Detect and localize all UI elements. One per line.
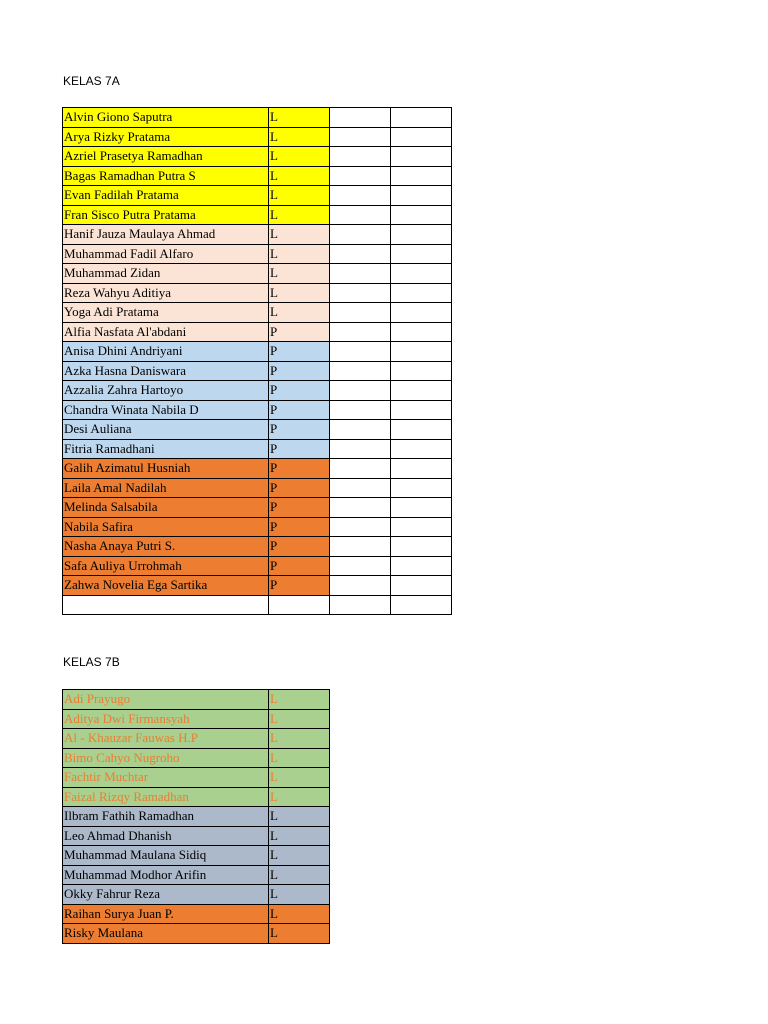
- empty-cell[interactable]: [391, 361, 452, 381]
- table-row: [63, 439, 452, 459]
- kelas-7a-heading: KELAS 7A: [63, 74, 120, 88]
- empty-cell[interactable]: [330, 361, 391, 381]
- empty-cell[interactable]: [330, 595, 391, 615]
- table-row: [63, 807, 330, 827]
- table-row: [63, 498, 452, 518]
- table-row: [63, 108, 452, 128]
- gender-cell[interactable]: L: [269, 303, 330, 323]
- gender-cell[interactable]: L: [269, 768, 330, 788]
- table-row: [63, 381, 452, 401]
- gender-cell[interactable]: P: [269, 576, 330, 596]
- table-row: [63, 420, 452, 440]
- empty-cell[interactable]: [391, 595, 452, 615]
- student-name-cell[interactable]: Laila Amal Nadilah: [63, 478, 269, 498]
- empty-cell[interactable]: [330, 205, 391, 225]
- empty-cell[interactable]: [391, 322, 452, 342]
- gender-cell[interactable]: L: [269, 283, 330, 303]
- empty-cell[interactable]: [391, 381, 452, 401]
- gender-cell[interactable]: P: [269, 400, 330, 420]
- table-row: [63, 576, 452, 596]
- student-name-cell[interactable]: Chandra Winata Nabila D: [63, 400, 269, 420]
- student-name-cell[interactable]: Safa Auliya Urrohmah: [63, 556, 269, 576]
- table-row: [63, 244, 452, 264]
- empty-cell[interactable]: [391, 517, 452, 537]
- student-name-cell[interactable]: Bagas Ramadhan Putra S: [63, 166, 269, 186]
- gender-cell[interactable]: L: [269, 147, 330, 167]
- empty-cell[interactable]: [391, 400, 452, 420]
- student-name-cell[interactable]: Azriel Prasetya Ramadhan: [63, 147, 269, 167]
- empty-cell[interactable]: [330, 283, 391, 303]
- table-row: [63, 904, 330, 924]
- table-row: [63, 748, 330, 768]
- table-row: [63, 361, 452, 381]
- table-row: [63, 147, 452, 167]
- gender-cell[interactable]: P: [269, 498, 330, 518]
- table-row: [63, 556, 452, 576]
- empty-cell[interactable]: [330, 556, 391, 576]
- gender-cell[interactable]: L: [269, 826, 330, 846]
- table-row: [63, 709, 330, 729]
- empty-cell[interactable]: [391, 108, 452, 128]
- empty-cell[interactable]: [330, 186, 391, 206]
- kelas-7b-heading: KELAS 7B: [63, 655, 120, 669]
- empty-cell[interactable]: [391, 244, 452, 264]
- student-name-cell[interactable]: Azzalia Zahra Hartoyo: [63, 381, 269, 401]
- empty-cell[interactable]: [330, 342, 391, 362]
- empty-cell[interactable]: [330, 400, 391, 420]
- gender-cell[interactable]: L: [269, 127, 330, 147]
- student-name-cell[interactable]: Faizal Rizqy Ramadhan: [63, 787, 269, 807]
- empty-cell[interactable]: [330, 459, 391, 479]
- student-name-cell[interactable]: Raihan Surya Juan P.: [63, 904, 269, 924]
- gender-cell[interactable]: P: [269, 381, 330, 401]
- student-name-cell[interactable]: Alfia Nasfata Al'abdani: [63, 322, 269, 342]
- table-row: [63, 322, 452, 342]
- empty-cell[interactable]: [391, 342, 452, 362]
- empty-cell[interactable]: [330, 478, 391, 498]
- empty-cell[interactable]: [330, 322, 391, 342]
- gender-cell[interactable]: L: [269, 205, 330, 225]
- student-name-cell[interactable]: Okky Fahrur Reza: [63, 885, 269, 905]
- gender-cell[interactable]: L: [269, 244, 330, 264]
- empty-cell[interactable]: [391, 537, 452, 557]
- gender-cell[interactable]: L: [269, 108, 330, 128]
- empty-cell[interactable]: [330, 264, 391, 284]
- empty-cell[interactable]: [391, 205, 452, 225]
- empty-cell[interactable]: [330, 420, 391, 440]
- student-name-cell[interactable]: Melinda Salsabila: [63, 498, 269, 518]
- empty-cell[interactable]: [391, 147, 452, 167]
- gender-cell[interactable]: L: [269, 690, 330, 710]
- student-name-cell[interactable]: Bimo Cahyo Nugroho: [63, 748, 269, 768]
- empty-cell[interactable]: [330, 225, 391, 245]
- student-name-cell[interactable]: Nabila Safira: [63, 517, 269, 537]
- empty-cell[interactable]: [391, 264, 452, 284]
- student-name-cell[interactable]: Fran Sisco Putra Pratama: [63, 205, 269, 225]
- student-name-cell[interactable]: Zahwa Novelia Ega Sartika: [63, 576, 269, 596]
- gender-cell[interactable]: L: [269, 846, 330, 866]
- student-name-cell[interactable]: Al - Khauzar Fauwas H.P: [63, 729, 269, 749]
- student-name-cell[interactable]: Aditya Dwi Firmansyah: [63, 709, 269, 729]
- empty-cell[interactable]: [391, 225, 452, 245]
- empty-cell[interactable]: [330, 244, 391, 264]
- student-name-cell[interactable]: Muhammad Fadil Alfaro: [63, 244, 269, 264]
- empty-cell[interactable]: [330, 517, 391, 537]
- empty-cell[interactable]: [391, 556, 452, 576]
- table-row: [63, 186, 452, 206]
- student-name-cell[interactable]: Azka Hasna Daniswara: [63, 361, 269, 381]
- empty-cell[interactable]: [391, 478, 452, 498]
- gender-cell[interactable]: L: [269, 787, 330, 807]
- gender-cell[interactable]: L: [269, 264, 330, 284]
- gender-cell[interactable]: P: [269, 439, 330, 459]
- empty-cell[interactable]: [330, 108, 391, 128]
- student-name-cell[interactable]: Yoga Adi Pratama: [63, 303, 269, 323]
- table-row: [63, 264, 452, 284]
- table-row: [63, 787, 330, 807]
- empty-cell[interactable]: [330, 381, 391, 401]
- gender-cell[interactable]: L: [269, 865, 330, 885]
- student-name-cell[interactable]: [63, 595, 269, 615]
- student-name-cell[interactable]: Evan Fadilah Pratama: [63, 186, 269, 206]
- table-row: [63, 768, 330, 788]
- student-name-cell[interactable]: Ilbram Fathih Ramadhan: [63, 807, 269, 827]
- empty-cell[interactable]: [391, 439, 452, 459]
- student-name-cell[interactable]: Leo Ahmad Dhanish: [63, 826, 269, 846]
- gender-cell[interactable]: L: [269, 729, 330, 749]
- empty-cell[interactable]: [391, 186, 452, 206]
- kelas-7a-table: [62, 107, 452, 615]
- empty-cell[interactable]: [330, 537, 391, 557]
- student-name-cell[interactable]: Reza Wahyu Aditiya: [63, 283, 269, 303]
- student-name-cell[interactable]: Alvin Giono Saputra: [63, 108, 269, 128]
- empty-cell[interactable]: [391, 459, 452, 479]
- table-row: [63, 517, 452, 537]
- student-name-cell[interactable]: Muhammad Modhor Arifin: [63, 865, 269, 885]
- table-row: [63, 924, 330, 944]
- table-row: [63, 595, 452, 615]
- table-row: [63, 729, 330, 749]
- empty-cell[interactable]: [330, 303, 391, 323]
- table-row: [63, 478, 452, 498]
- table-row: [63, 865, 330, 885]
- student-name-cell[interactable]: Muhammad Zidan: [63, 264, 269, 284]
- empty-cell[interactable]: [391, 283, 452, 303]
- empty-cell[interactable]: [330, 147, 391, 167]
- gender-cell[interactable]: P: [269, 322, 330, 342]
- gender-cell[interactable]: L: [269, 904, 330, 924]
- table-row: [63, 166, 452, 186]
- table-row: [63, 885, 330, 905]
- table-row: [63, 127, 452, 147]
- table-row: [63, 690, 330, 710]
- table-row: [63, 283, 452, 303]
- gender-cell[interactable]: L: [269, 225, 330, 245]
- table-row: [63, 400, 452, 420]
- table-row: [63, 205, 452, 225]
- gender-cell[interactable]: L: [269, 885, 330, 905]
- empty-cell[interactable]: [330, 576, 391, 596]
- table-row: [63, 826, 330, 846]
- student-name-cell[interactable]: Adi Prayugo: [63, 690, 269, 710]
- student-name-cell[interactable]: Galih Azimatul Husniah: [63, 459, 269, 479]
- table-row: [63, 225, 452, 245]
- gender-cell[interactable]: L: [269, 748, 330, 768]
- gender-cell[interactable]: P: [269, 478, 330, 498]
- empty-cell[interactable]: [391, 303, 452, 323]
- gender-cell[interactable]: P: [269, 537, 330, 557]
- empty-cell[interactable]: [330, 166, 391, 186]
- student-name-cell[interactable]: Anisa Dhini Andriyani: [63, 342, 269, 362]
- gender-cell[interactable]: P: [269, 556, 330, 576]
- student-name-cell[interactable]: Fachtir Muchtar: [63, 768, 269, 788]
- student-name-cell[interactable]: Hanif Jauza Maulaya Ahmad: [63, 225, 269, 245]
- gender-cell[interactable]: L: [269, 924, 330, 944]
- empty-cell[interactable]: [330, 498, 391, 518]
- table-row: [63, 303, 452, 323]
- gender-cell[interactable]: L: [269, 807, 330, 827]
- table-row: [63, 537, 452, 557]
- table-row: [63, 846, 330, 866]
- empty-cell[interactable]: [391, 498, 452, 518]
- student-name-cell[interactable]: Arya Rizky Pratama: [63, 127, 269, 147]
- empty-cell[interactable]: [330, 439, 391, 459]
- empty-cell[interactable]: [391, 420, 452, 440]
- table-row: [63, 459, 452, 479]
- kelas-7b-table: [62, 689, 330, 944]
- student-name-cell[interactable]: Fitria Ramadhani: [63, 439, 269, 459]
- gender-cell[interactable]: P: [269, 517, 330, 537]
- table-row: [63, 342, 452, 362]
- empty-cell[interactable]: [391, 576, 452, 596]
- gender-cell[interactable]: L: [269, 709, 330, 729]
- gender-cell[interactable]: P: [269, 361, 330, 381]
- gender-cell[interactable]: P: [269, 459, 330, 479]
- student-name-cell[interactable]: Desi Auliana: [63, 420, 269, 440]
- gender-cell[interactable]: [269, 595, 330, 615]
- student-name-cell[interactable]: Nasha Anaya Putri S.: [63, 537, 269, 557]
- gender-cell[interactable]: P: [269, 342, 330, 362]
- empty-cell[interactable]: [391, 127, 452, 147]
- gender-cell[interactable]: L: [269, 186, 330, 206]
- gender-cell[interactable]: L: [269, 166, 330, 186]
- empty-cell[interactable]: [391, 166, 452, 186]
- student-name-cell[interactable]: Risky Maulana: [63, 924, 269, 944]
- student-name-cell[interactable]: Muhammad Maulana Sidiq: [63, 846, 269, 866]
- empty-cell[interactable]: [330, 127, 391, 147]
- gender-cell[interactable]: P: [269, 420, 330, 440]
